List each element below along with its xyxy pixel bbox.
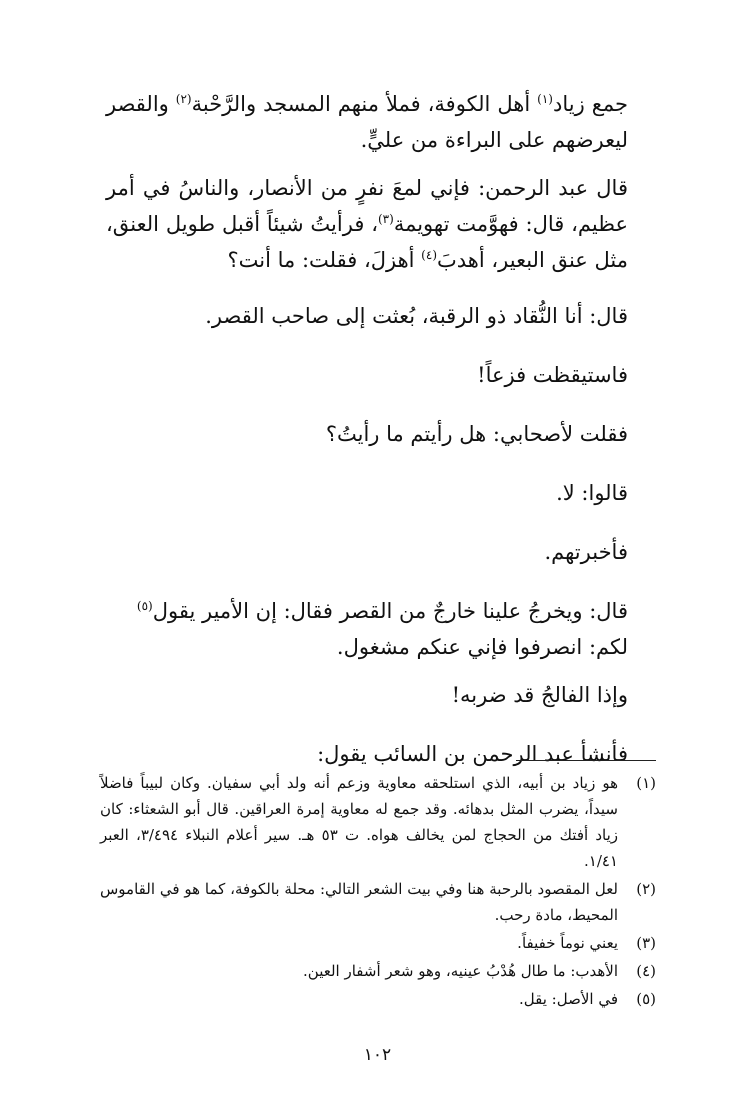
text-run: لكم: انصرفوا فإني عنكم مشغول.	[336, 635, 628, 659]
footnote-text: لعل المقصود بالرحبة هنا وفي بيت الشعر التالي: محلة بالكوفة، كما هو في القاموس المحيط، مادة رحب.	[100, 880, 618, 924]
paragraph-4: فاستيقظت فزعاً!	[477, 363, 628, 387]
text-run: ، فرأيتُ شيئاً أقبل طويل العنق، مثل عنق البعير، أهدبَ	[106, 212, 628, 272]
paragraph-10: فأنشأ عبد الرحمن بن السائب يقول:	[317, 742, 628, 766]
footnotes	[100, 770, 656, 1014]
paragraph-5: فقلت لأصحابي: هل رأيتم ما رأيتُ؟	[325, 422, 628, 446]
footnote-ref-5: (٥)	[136, 599, 153, 613]
footnote-text: يعني نوماً خفيفاً.	[517, 934, 618, 952]
text-run: قال عبد الرحمن: فإني لمعَ نفرٍ من الأنصار، والناسُ في أمر عظيم، قال: فهوَّمت تهويمة	[106, 176, 628, 236]
footnote-ref-2: (٢)	[175, 92, 192, 106]
footnote-text: هو زياد بن أبيه، الذي استلحقه معاوية وزعم أنه ولد أبي سفيان. وكان لبيباً فاضلاً سيداً، يضرب المثل بدهائه. وقد جمع له معاوية إمرة العراقين. قال أبو الشعثاء: كان زياد أفتك من الحجاج لمن يخالف هواه. ت ٥٣ هـ. سير أعلام النبلاء ٣/٤٩٤، العبر ١/٤١.	[100, 774, 619, 870]
footnote-1	[100, 770, 656, 874]
footnote-number: (٥)	[636, 990, 656, 1008]
footnote-ref-1: (١)	[537, 92, 553, 106]
footnote-ref-3: (٣)	[377, 212, 394, 226]
text-run: والقصر ليعرضهم على البراءة من عليٍّ.	[106, 92, 628, 152]
footnote-2	[100, 876, 656, 928]
footnote-separator	[516, 760, 656, 761]
text-run: أهل الكوفة، فملأ منهم المسجد والرَّحْبة	[191, 92, 538, 116]
paragraph-3: قال: أنا النُّقاد ذو الرقبة، بُعثت إلى صاحب القصر.	[205, 304, 628, 328]
footnote-number: (٢)	[636, 880, 656, 898]
paragraph-7: فأخبرتهم.	[544, 540, 628, 564]
paragraph-9: وإذا الفالجُ قد ضربه!	[451, 683, 628, 707]
page-number: ١٠٢	[363, 1045, 392, 1065]
footnote-number: (٣)	[636, 934, 656, 952]
text-run: قال: ويخرجُ علينا خارجٌ من القصر فقال: إن الأمير يقول	[152, 599, 628, 623]
text-run: جمع زياد	[552, 92, 628, 116]
footnote-text: في الأصل: يقل.	[519, 990, 618, 1008]
footnote-4	[100, 958, 656, 984]
main-text	[106, 86, 656, 795]
footnote-5	[100, 986, 656, 1012]
paragraph-2	[106, 170, 656, 278]
text-run: أهزلَ، فقلت: ما أنت؟	[227, 248, 422, 272]
footnote-number: (٤)	[636, 962, 656, 980]
paragraph-1	[106, 86, 656, 158]
footnote-3	[100, 930, 656, 956]
footnote-text: الأهدب: ما طال هُدْبُ عينيه، وهو شعر أشفار العين.	[303, 962, 618, 980]
footnote-ref-4: (٤)	[421, 248, 437, 262]
paragraph-8	[106, 593, 656, 665]
paragraph-6: قالوا: لا.	[556, 481, 628, 505]
footnote-number: (١)	[636, 774, 656, 792]
